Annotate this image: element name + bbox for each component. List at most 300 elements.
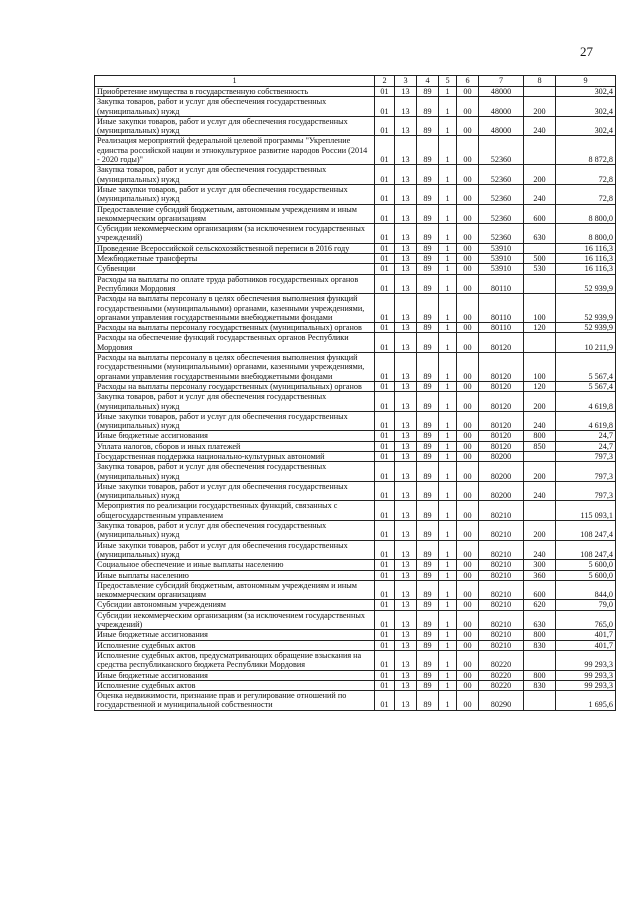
row-section: 01 (375, 411, 395, 431)
row-direction: 80200 (479, 462, 524, 482)
row-direction: 80210 (479, 560, 524, 570)
row-subprogram: 1 (439, 264, 457, 274)
table-row (95, 451, 616, 461)
row-description: Иные закупки товаров, работ и услуг для обеспечения государственных (муниципальных) нужд (95, 116, 375, 136)
row-direction: 80120 (479, 381, 524, 391)
row-expense-type: 200 (524, 97, 556, 117)
table-row (95, 610, 616, 630)
row-amount: 72,8 (556, 184, 616, 204)
row-subsection: 13 (395, 411, 417, 431)
row-direction: 52360 (479, 204, 524, 224)
row-main-event: 00 (457, 97, 479, 117)
row-subsection: 13 (395, 441, 417, 451)
row-program: 89 (417, 560, 439, 570)
row-description: Расходы на выплаты по оплате труда работников государственных органов Республики Мордовия (95, 274, 375, 294)
row-amount: 4 619,8 (556, 411, 616, 431)
row-subsection: 13 (395, 333, 417, 353)
row-subprogram: 1 (439, 87, 457, 97)
row-subsection: 13 (395, 381, 417, 391)
row-direction: 80120 (479, 353, 524, 382)
table-row (95, 600, 616, 610)
row-program: 89 (417, 540, 439, 560)
row-program: 89 (417, 224, 439, 244)
row-subprogram: 1 (439, 97, 457, 117)
row-program: 89 (417, 294, 439, 323)
row-expense-type: 200 (524, 165, 556, 185)
row-program: 89 (417, 630, 439, 640)
row-section: 01 (375, 294, 395, 323)
row-section: 01 (375, 441, 395, 451)
row-expense-type (524, 274, 556, 294)
row-main-event: 00 (457, 411, 479, 431)
row-subprogram: 1 (439, 184, 457, 204)
table-row (95, 630, 616, 640)
row-expense-type: 530 (524, 264, 556, 274)
row-subsection: 13 (395, 691, 417, 711)
row-expense-type: 630 (524, 224, 556, 244)
row-main-event: 00 (457, 630, 479, 640)
table-row (95, 264, 616, 274)
row-program: 89 (417, 323, 439, 333)
row-subsection: 13 (395, 580, 417, 600)
row-amount: 797,3 (556, 462, 616, 482)
row-expense-type: 100 (524, 353, 556, 382)
row-main-event: 00 (457, 392, 479, 412)
row-section: 01 (375, 540, 395, 560)
row-subsection: 13 (395, 451, 417, 461)
row-program: 89 (417, 580, 439, 600)
row-direction: 80220 (479, 670, 524, 680)
row-direction: 80210 (479, 521, 524, 541)
row-amount: 8 872,8 (556, 136, 616, 165)
row-program: 89 (417, 610, 439, 630)
row-main-event: 00 (457, 264, 479, 274)
row-description: Закупка товаров, работ и услуг для обеспечения государственных (муниципальных) нужд (95, 392, 375, 412)
row-program: 89 (417, 680, 439, 690)
row-subprogram: 1 (439, 411, 457, 431)
row-expense-type: 240 (524, 540, 556, 560)
row-subsection: 13 (395, 254, 417, 264)
row-program: 89 (417, 116, 439, 136)
row-section: 01 (375, 431, 395, 441)
row-amount: 797,3 (556, 481, 616, 501)
row-section: 01 (375, 184, 395, 204)
row-description: Расходы на выплаты персоналу государственных (муниципальных) органов (95, 323, 375, 333)
row-main-event: 00 (457, 501, 479, 521)
row-program: 89 (417, 521, 439, 541)
row-section: 01 (375, 451, 395, 461)
row-direction: 80120 (479, 431, 524, 441)
row-main-event: 00 (457, 381, 479, 391)
col-header-7: 7 (479, 76, 524, 87)
row-main-event: 00 (457, 323, 479, 333)
row-program: 89 (417, 204, 439, 224)
row-amount: 10 211,9 (556, 333, 616, 353)
row-expense-type: 830 (524, 680, 556, 690)
row-program: 89 (417, 600, 439, 610)
row-subprogram: 1 (439, 441, 457, 451)
row-program: 89 (417, 691, 439, 711)
row-main-event: 00 (457, 165, 479, 185)
row-subsection: 13 (395, 294, 417, 323)
row-program: 89 (417, 243, 439, 253)
col-header-4: 4 (417, 76, 439, 87)
row-subprogram: 1 (439, 610, 457, 630)
row-amount: 115 093,1 (556, 501, 616, 521)
row-expense-type: 600 (524, 580, 556, 600)
table-row (95, 670, 616, 680)
row-subprogram: 1 (439, 224, 457, 244)
row-description: Иные закупки товаров, работ и услуг для обеспечения государственных (муниципальных) нужд (95, 411, 375, 431)
row-subprogram: 1 (439, 243, 457, 253)
table-row (95, 323, 616, 333)
row-expense-type: 830 (524, 640, 556, 650)
row-expense-type: 100 (524, 294, 556, 323)
row-description: Предоставление субсидий бюджетным, автономным учреждениям и иным некоммерческим организациям (95, 204, 375, 224)
row-description: Исполнение судебных актов (95, 640, 375, 650)
row-amount: 4 619,8 (556, 392, 616, 412)
row-direction: 80220 (479, 680, 524, 690)
row-description: Иные бюджетные ассигнования (95, 431, 375, 441)
row-description: Закупка товаров, работ и услуг для обеспечения государственных (муниципальных) нужд (95, 165, 375, 185)
row-subsection: 13 (395, 570, 417, 580)
row-program: 89 (417, 97, 439, 117)
row-direction: 80120 (479, 333, 524, 353)
row-amount: 765,0 (556, 610, 616, 630)
row-expense-type: 300 (524, 560, 556, 570)
row-main-event: 00 (457, 274, 479, 294)
col-header-3: 3 (395, 76, 417, 87)
row-subsection: 13 (395, 560, 417, 570)
table-row (95, 274, 616, 294)
table-row (95, 650, 616, 670)
row-section: 01 (375, 580, 395, 600)
row-amount: 844,0 (556, 580, 616, 600)
table-row (95, 165, 616, 185)
row-description: Иные закупки товаров, работ и услуг для обеспечения государственных (муниципальных) нужд (95, 481, 375, 501)
row-main-event: 00 (457, 600, 479, 610)
row-section: 01 (375, 204, 395, 224)
row-description: Субсидии некоммерческим организациям (за исключением государственных учреждений) (95, 610, 375, 630)
row-expense-type: 500 (524, 254, 556, 264)
row-expense-type (524, 650, 556, 670)
row-section: 01 (375, 481, 395, 501)
row-amount: 5 600,0 (556, 570, 616, 580)
table-row (95, 353, 616, 382)
row-main-event: 00 (457, 333, 479, 353)
row-section: 01 (375, 501, 395, 521)
row-subprogram: 1 (439, 353, 457, 382)
row-direction: 80210 (479, 570, 524, 580)
row-program: 89 (417, 353, 439, 382)
row-subsection: 13 (395, 165, 417, 185)
row-section: 01 (375, 640, 395, 650)
row-description: Закупка товаров, работ и услуг для обеспечения государственных (муниципальных) нужд (95, 521, 375, 541)
row-description: Закупка товаров, работ и услуг для обеспечения государственных (муниципальных) нужд (95, 97, 375, 117)
row-subsection: 13 (395, 501, 417, 521)
row-direction: 80210 (479, 600, 524, 610)
table-row (95, 97, 616, 117)
table-row (95, 411, 616, 431)
row-description: Иные бюджетные ассигнования (95, 630, 375, 640)
row-main-event: 00 (457, 254, 479, 264)
row-main-event: 00 (457, 570, 479, 580)
row-subsection: 13 (395, 600, 417, 610)
row-main-event: 00 (457, 691, 479, 711)
row-description: Расходы на выплаты персоналу в целях обеспечения выполнения функций государственными (муниципальными) органами, казенными учреждениями, органами управления государственными внебюджетными фондами (95, 353, 375, 382)
row-subsection: 13 (395, 680, 417, 690)
row-subprogram: 1 (439, 501, 457, 521)
row-main-event: 00 (457, 451, 479, 461)
table-row (95, 680, 616, 690)
row-amount: 24,7 (556, 441, 616, 451)
row-description: Иные закупки товаров, работ и услуг для обеспечения государственных (муниципальных) нужд (95, 184, 375, 204)
row-main-event: 00 (457, 87, 479, 97)
row-amount: 99 293,3 (556, 680, 616, 690)
row-main-event: 00 (457, 670, 479, 680)
row-subprogram: 1 (439, 600, 457, 610)
row-amount: 99 293,3 (556, 650, 616, 670)
table-row (95, 224, 616, 244)
row-main-event: 00 (457, 441, 479, 451)
row-description: Закупка товаров, работ и услуг для обеспечения государственных (муниципальных) нужд (95, 462, 375, 482)
row-subprogram: 1 (439, 294, 457, 323)
row-expense-type (524, 136, 556, 165)
row-expense-type: 240 (524, 184, 556, 204)
row-description: Уплата налогов, сборов и иных платежей (95, 441, 375, 451)
row-amount: 16 116,3 (556, 243, 616, 253)
row-expense-type: 360 (524, 570, 556, 580)
row-expense-type: 200 (524, 521, 556, 541)
row-subsection: 13 (395, 521, 417, 541)
row-subprogram: 1 (439, 540, 457, 560)
table-body (95, 87, 616, 711)
table-row (95, 462, 616, 482)
table-row (95, 294, 616, 323)
row-expense-type (524, 501, 556, 521)
table-row (95, 441, 616, 451)
table-row (95, 560, 616, 570)
row-program: 89 (417, 165, 439, 185)
header-row (95, 76, 616, 87)
row-main-event: 00 (457, 580, 479, 600)
row-description: Расходы на обеспечение функций государственных органов Республики Мордовия (95, 333, 375, 353)
row-section: 01 (375, 610, 395, 630)
row-subsection: 13 (395, 392, 417, 412)
col-header-5: 5 (439, 76, 457, 87)
row-program: 89 (417, 184, 439, 204)
row-amount: 302,4 (556, 97, 616, 117)
row-section: 01 (375, 264, 395, 274)
row-direction: 48000 (479, 97, 524, 117)
row-amount: 401,7 (556, 640, 616, 650)
row-main-event: 00 (457, 224, 479, 244)
col-header-6: 6 (457, 76, 479, 87)
row-section: 01 (375, 560, 395, 570)
col-header-9: 9 (556, 76, 616, 87)
row-description: Приобретение имущества в государственную собственность (95, 87, 375, 97)
row-direction: 80120 (479, 441, 524, 451)
row-subsection: 13 (395, 264, 417, 274)
row-direction: 80120 (479, 411, 524, 431)
row-program: 89 (417, 392, 439, 412)
row-amount: 302,4 (556, 116, 616, 136)
row-expense-type: 630 (524, 610, 556, 630)
table-row (95, 481, 616, 501)
row-section: 01 (375, 521, 395, 541)
row-section: 01 (375, 254, 395, 264)
row-section: 01 (375, 165, 395, 185)
table-row (95, 254, 616, 264)
row-program: 89 (417, 441, 439, 451)
row-amount: 1 695,6 (556, 691, 616, 711)
row-direction: 80210 (479, 640, 524, 650)
table-row (95, 333, 616, 353)
row-program: 89 (417, 136, 439, 165)
row-direction: 80210 (479, 540, 524, 560)
row-subprogram: 1 (439, 650, 457, 670)
row-description: Государственная поддержка национально-культурных автономий (95, 451, 375, 461)
row-amount: 302,4 (556, 87, 616, 97)
row-direction: 52360 (479, 136, 524, 165)
row-subsection: 13 (395, 87, 417, 97)
row-main-event: 00 (457, 462, 479, 482)
row-main-event: 00 (457, 560, 479, 570)
row-amount: 79,0 (556, 600, 616, 610)
row-direction: 80290 (479, 691, 524, 711)
row-section: 01 (375, 116, 395, 136)
table-row (95, 243, 616, 253)
row-description: Иные закупки товаров, работ и услуг для обеспечения государственных (муниципальных) нужд (95, 540, 375, 560)
row-subsection: 13 (395, 116, 417, 136)
row-section: 01 (375, 630, 395, 640)
row-section: 01 (375, 570, 395, 580)
row-subprogram: 1 (439, 333, 457, 353)
row-amount: 16 116,3 (556, 264, 616, 274)
row-section: 01 (375, 353, 395, 382)
row-subprogram: 1 (439, 680, 457, 690)
row-program: 89 (417, 640, 439, 650)
row-expense-type: 240 (524, 481, 556, 501)
row-description: Исполнение судебных актов (95, 680, 375, 690)
row-section: 01 (375, 333, 395, 353)
row-subsection: 13 (395, 224, 417, 244)
row-amount: 16 116,3 (556, 254, 616, 264)
row-subsection: 13 (395, 670, 417, 680)
row-subprogram: 1 (439, 165, 457, 185)
row-section: 01 (375, 97, 395, 117)
row-subsection: 13 (395, 481, 417, 501)
row-subsection: 13 (395, 540, 417, 560)
row-direction: 48000 (479, 116, 524, 136)
row-subprogram: 1 (439, 691, 457, 711)
row-program: 89 (417, 670, 439, 680)
table-row (95, 540, 616, 560)
row-program: 89 (417, 501, 439, 521)
row-subsection: 13 (395, 97, 417, 117)
row-amount: 24,7 (556, 431, 616, 441)
row-program: 89 (417, 333, 439, 353)
row-main-event: 00 (457, 294, 479, 323)
row-direction: 80210 (479, 630, 524, 640)
row-direction: 80120 (479, 392, 524, 412)
table-row (95, 136, 616, 165)
row-description: Расходы на выплаты персоналу в целях обеспечения выполнения функций государственными (муниципальными) органами, казенными учреждениями, органами управления государственными внебюджетными фондами (95, 294, 375, 323)
row-program: 89 (417, 481, 439, 501)
row-main-event: 00 (457, 204, 479, 224)
row-program: 89 (417, 570, 439, 580)
table-row (95, 431, 616, 441)
budget-table (94, 75, 616, 711)
row-expense-type (524, 691, 556, 711)
row-expense-type: 600 (524, 204, 556, 224)
row-expense-type: 120 (524, 323, 556, 333)
row-section: 01 (375, 600, 395, 610)
row-program: 89 (417, 264, 439, 274)
row-amount: 108 247,4 (556, 521, 616, 541)
row-main-event: 00 (457, 243, 479, 253)
row-expense-type (524, 451, 556, 461)
table-row (95, 691, 616, 711)
row-expense-type: 240 (524, 116, 556, 136)
row-direction: 80200 (479, 481, 524, 501)
row-main-event: 00 (457, 481, 479, 501)
row-subprogram: 1 (439, 521, 457, 541)
row-subsection: 13 (395, 630, 417, 640)
row-program: 89 (417, 381, 439, 391)
row-subsection: 13 (395, 650, 417, 670)
row-program: 89 (417, 650, 439, 670)
row-subprogram: 1 (439, 136, 457, 165)
row-direction: 80210 (479, 580, 524, 600)
row-direction: 80110 (479, 323, 524, 333)
row-main-event: 00 (457, 610, 479, 630)
row-subprogram: 1 (439, 630, 457, 640)
table-row (95, 184, 616, 204)
row-subprogram: 1 (439, 462, 457, 482)
row-amount: 5 600,0 (556, 560, 616, 570)
row-main-event: 00 (457, 540, 479, 560)
row-amount: 797,3 (556, 451, 616, 461)
row-direction: 80220 (479, 650, 524, 670)
row-description: Субсидии автономным учреждениям (95, 600, 375, 610)
row-subprogram: 1 (439, 274, 457, 294)
row-direction: 80200 (479, 451, 524, 461)
table-row (95, 116, 616, 136)
row-subprogram: 1 (439, 323, 457, 333)
row-subprogram: 1 (439, 392, 457, 412)
row-main-event: 00 (457, 136, 479, 165)
row-expense-type: 120 (524, 381, 556, 391)
row-subprogram: 1 (439, 580, 457, 600)
row-main-event: 00 (457, 184, 479, 204)
row-expense-type: 800 (524, 630, 556, 640)
row-amount: 8 800,0 (556, 204, 616, 224)
row-subprogram: 1 (439, 570, 457, 580)
row-program: 89 (417, 274, 439, 294)
row-direction: 80210 (479, 610, 524, 630)
row-description: Реализация мероприятий федеральной целевой программы "Укрепление единства российской нации и этнокультурное развитие народов России (2014 - 2020 годы)" (95, 136, 375, 165)
table-row (95, 204, 616, 224)
row-section: 01 (375, 392, 395, 412)
row-expense-type: 200 (524, 462, 556, 482)
row-expense-type: 240 (524, 411, 556, 431)
row-direction: 53910 (479, 264, 524, 274)
row-main-event: 00 (457, 521, 479, 541)
row-amount: 99 293,3 (556, 670, 616, 680)
table-row (95, 580, 616, 600)
row-program: 89 (417, 87, 439, 97)
